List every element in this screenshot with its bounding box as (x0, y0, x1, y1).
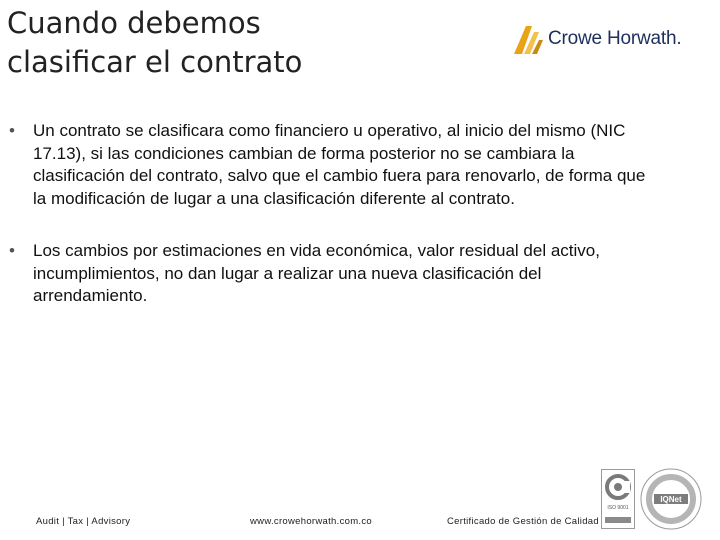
footer-certificate: Certificado de Gestión de Calidad (447, 516, 599, 527)
icontec-label: ISO 9001 (607, 505, 629, 511)
logo-wordmark: Crowe Horwath. (548, 28, 682, 49)
bullet-text: Un contrato se clasificara como financiero u operativo, al inicio del mismo (NIC 17.13), si las condiciones cambian de forma posterior no se cambiara la clasificación del contrato, salvo que el cambio fuera para renovarlo, de forma que la modificación de lugar a una clasificación diferente al contrato. (33, 121, 646, 208)
crowe-horwath-logo (512, 22, 681, 56)
bullet-text: Los cambios por estimaciones en vida económica, valor residual del activo, incumplimientos, no dan lugar a realizar una nueva clasificación del arrendamiento. (33, 241, 600, 305)
slide-title-line-2: clasificar el contrato (7, 45, 303, 79)
slide-title (7, 4, 427, 82)
bullet-item-2 (0, 240, 720, 308)
iqnet-label: IQNet (660, 495, 682, 504)
iqnet-certification-icon (640, 468, 702, 530)
icontec-certification-icon (601, 469, 635, 529)
footer-services: Audit | Tax | Advisory (36, 516, 131, 527)
bullet-marker: • (9, 121, 15, 140)
slide-title-line-1: Cuando debemos (7, 6, 261, 40)
footer-website: www.crowehorwath.com.co (250, 516, 372, 527)
bullet-item-1 (0, 120, 720, 210)
bullet-marker: • (9, 241, 15, 260)
bullet-list (0, 120, 720, 308)
crowe-chevron-icon (512, 24, 544, 54)
